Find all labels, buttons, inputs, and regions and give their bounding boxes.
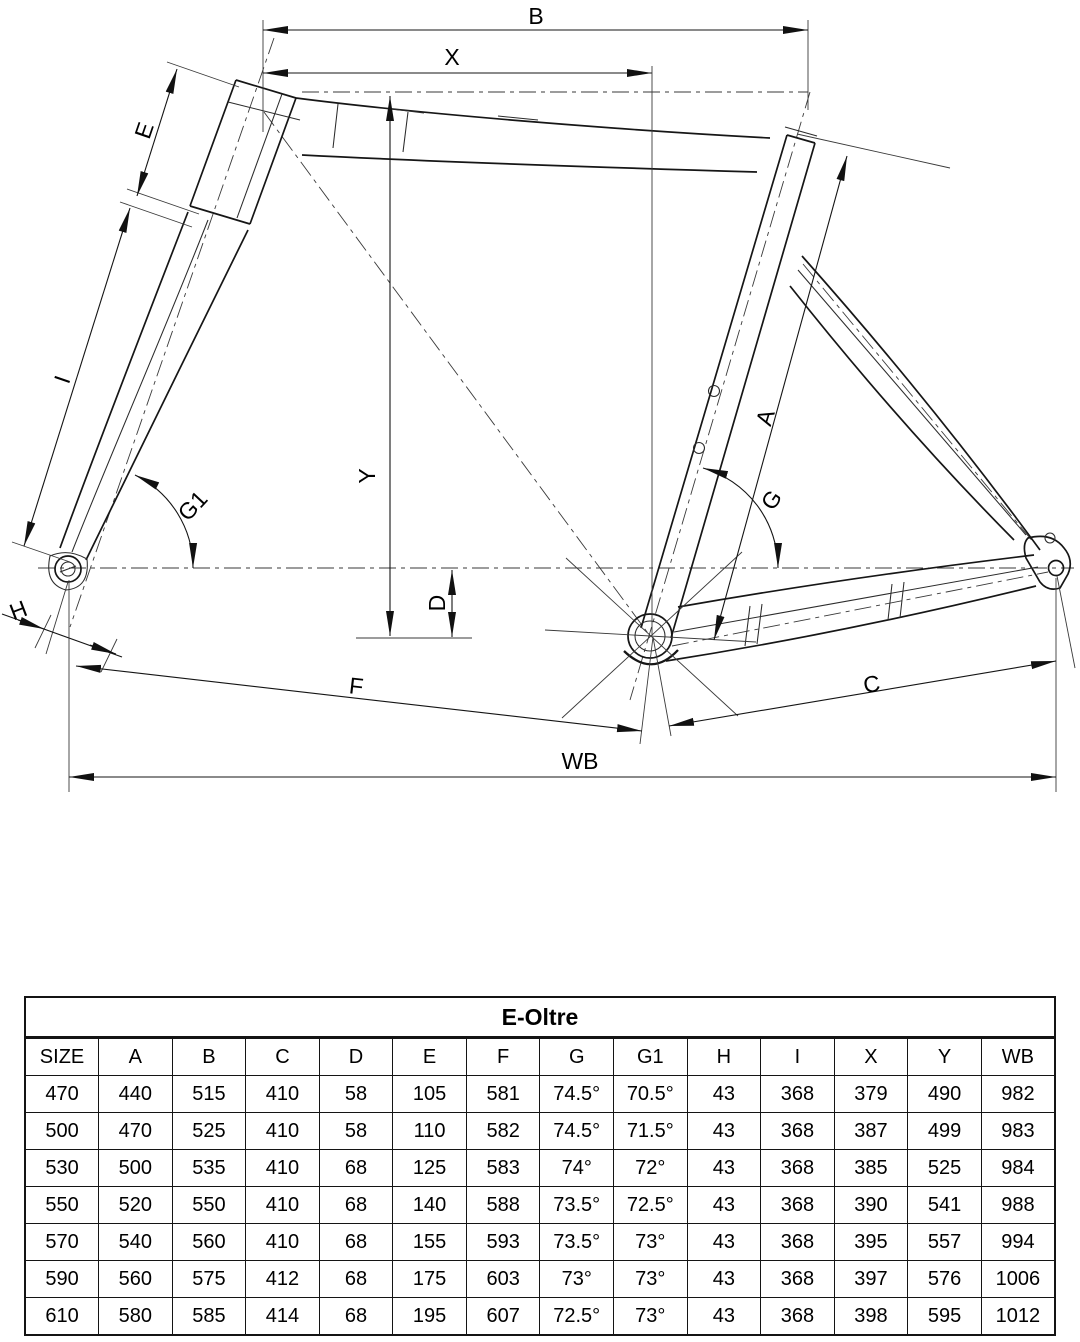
cell: 110 [393, 1113, 467, 1150]
cell: 68 [319, 1224, 393, 1261]
cell: 68 [319, 1187, 393, 1224]
cell: 395 [834, 1224, 908, 1261]
cell: 72.5° [540, 1298, 614, 1336]
seat-tube-axis [630, 92, 810, 700]
cell: 550 [25, 1187, 99, 1224]
dim-c-line [669, 661, 1056, 726]
cell: 983 [981, 1113, 1055, 1150]
dim-label-d: D [424, 594, 450, 612]
cell: 575 [172, 1261, 246, 1298]
table-title-row [25, 997, 1055, 1038]
cell: 583 [466, 1150, 540, 1187]
cell: 140 [393, 1187, 467, 1224]
cell: 73.5° [540, 1224, 614, 1261]
cell: 530 [25, 1150, 99, 1187]
column-header: F [466, 1038, 540, 1076]
top-tube-junction-ticks [333, 104, 408, 152]
cell: 68 [319, 1261, 393, 1298]
dim-a-line [714, 156, 847, 640]
cell: 581 [466, 1076, 540, 1113]
cell: 74.5° [540, 1076, 614, 1113]
cell: 570 [25, 1224, 99, 1261]
dim-label-y: Y [354, 468, 380, 484]
cell: 440 [99, 1076, 173, 1113]
dim-label-f: F [347, 672, 365, 700]
cell: 1006 [981, 1261, 1055, 1298]
steering-axis [70, 38, 274, 627]
column-header: E [393, 1038, 467, 1076]
cell: 73° [540, 1261, 614, 1298]
cell: 72° [614, 1150, 688, 1187]
column-header: G1 [614, 1038, 688, 1076]
dim-label-h: H [5, 595, 31, 626]
cell: 603 [466, 1261, 540, 1298]
cell: 412 [246, 1261, 320, 1298]
seatstay-inner-line [798, 270, 1026, 535]
dim-label-b: B [528, 3, 544, 29]
cell: 582 [466, 1113, 540, 1150]
cell: 43 [687, 1150, 761, 1187]
cell: 525 [908, 1150, 982, 1187]
cell: 994 [981, 1224, 1055, 1261]
column-header: B [172, 1038, 246, 1076]
geometry-table [24, 996, 1056, 1336]
cell: 515 [172, 1076, 246, 1113]
table-header-row [25, 1038, 1055, 1076]
cell: 71.5° [614, 1113, 688, 1150]
seatstay-axis [803, 264, 1034, 543]
cell: 1012 [981, 1298, 1055, 1336]
column-header: Y [908, 1038, 982, 1076]
fork-blade [60, 212, 248, 560]
cell: 43 [687, 1261, 761, 1298]
column-header: X [834, 1038, 908, 1076]
cell: 580 [99, 1298, 173, 1336]
cell: 560 [99, 1261, 173, 1298]
cell: 368 [761, 1150, 835, 1187]
dim-c-extension [1057, 576, 1075, 668]
headset-cap-line [228, 102, 300, 120]
column-header: WB [981, 1038, 1055, 1076]
dimensions [2, 3, 1075, 792]
cell: 390 [834, 1187, 908, 1224]
cell: 43 [687, 1298, 761, 1336]
cell: 525 [172, 1113, 246, 1150]
down-tube-axis [264, 112, 650, 636]
cell: 385 [834, 1150, 908, 1187]
cell: 43 [687, 1076, 761, 1113]
cell: 499 [908, 1113, 982, 1150]
cell: 43 [687, 1224, 761, 1261]
chainstay-axis [672, 572, 1048, 646]
cell: 58 [319, 1113, 393, 1150]
cell: 155 [393, 1224, 467, 1261]
cell: 984 [981, 1150, 1055, 1187]
dim-a-extension [797, 134, 950, 168]
cell: 43 [687, 1113, 761, 1150]
cell: 73° [614, 1261, 688, 1298]
cell: 982 [981, 1076, 1055, 1113]
dim-b-extensions [263, 20, 808, 132]
cell: 70.5° [614, 1076, 688, 1113]
centerlines [38, 38, 1074, 700]
dim-i-line [24, 208, 130, 546]
cell: 585 [172, 1298, 246, 1336]
cell: 988 [981, 1187, 1055, 1224]
cell: 414 [246, 1298, 320, 1336]
dim-h-extensions [35, 615, 117, 672]
bb-construction-star [545, 552, 756, 718]
table-title: E-Oltre [25, 997, 1055, 1038]
dim-label-g1: G1 [172, 485, 213, 526]
cell: 410 [246, 1113, 320, 1150]
cell: 560 [172, 1224, 246, 1261]
cell: 368 [761, 1113, 835, 1150]
table-row [25, 1150, 1055, 1187]
dim-label-i: I [48, 372, 76, 387]
below-bb-extensions [640, 637, 671, 744]
cell: 593 [466, 1224, 540, 1261]
dim-label-e: E [129, 118, 159, 142]
cell: 500 [25, 1113, 99, 1150]
cell: 470 [25, 1076, 99, 1113]
cell: 175 [393, 1261, 467, 1298]
cell: 125 [393, 1150, 467, 1187]
dim-label-wb: WB [561, 748, 599, 774]
cell: 398 [834, 1298, 908, 1336]
cell: 500 [99, 1150, 173, 1187]
bottle-boss [709, 386, 720, 397]
construction-lines [46, 552, 756, 744]
cell: 410 [246, 1150, 320, 1187]
cell: 58 [319, 1076, 393, 1113]
cell: 490 [908, 1076, 982, 1113]
cell: 607 [466, 1298, 540, 1336]
column-header: I [761, 1038, 835, 1076]
cell: 368 [761, 1076, 835, 1113]
column-header: SIZE [25, 1038, 99, 1076]
cell: 535 [172, 1150, 246, 1187]
dim-i-extensions [12, 202, 192, 562]
dim-label-a: A [750, 406, 780, 429]
cell: 73° [614, 1298, 688, 1336]
table-row [25, 1298, 1055, 1336]
front-hub-slot [60, 566, 76, 572]
cell: 43 [687, 1187, 761, 1224]
cell: 550 [172, 1187, 246, 1224]
cell: 72.5° [614, 1187, 688, 1224]
cell: 610 [25, 1298, 99, 1336]
cell: 470 [99, 1113, 173, 1150]
frame-outline [55, 80, 1070, 664]
column-header: C [246, 1038, 320, 1076]
seat-tube [641, 135, 815, 638]
cell: 68 [319, 1298, 393, 1336]
cell: 368 [761, 1187, 835, 1224]
cell: 379 [834, 1076, 908, 1113]
cell: 540 [99, 1224, 173, 1261]
dim-label-g: G [755, 485, 788, 515]
cell: 541 [908, 1187, 982, 1224]
table-row [25, 1224, 1055, 1261]
cell: 74° [540, 1150, 614, 1187]
cell: 410 [246, 1224, 320, 1261]
cell: 73.5° [540, 1187, 614, 1224]
cell: 68 [319, 1150, 393, 1187]
cell: 410 [246, 1187, 320, 1224]
cell: 397 [834, 1261, 908, 1298]
column-header: G [540, 1038, 614, 1076]
table-row [25, 1113, 1055, 1150]
seat-stays [790, 256, 1040, 550]
table-row [25, 1261, 1055, 1298]
dim-label-x: X [444, 44, 460, 70]
cell: 557 [908, 1224, 982, 1261]
cell: 74.5° [540, 1113, 614, 1150]
dim-g1-arc [135, 475, 193, 568]
cell: 520 [99, 1187, 173, 1224]
column-header: A [99, 1038, 173, 1076]
cell: 588 [466, 1187, 540, 1224]
cell: 387 [834, 1113, 908, 1150]
table-row [25, 1187, 1055, 1224]
dim-label-c: C [861, 669, 883, 699]
table-row [25, 1076, 1055, 1113]
cell: 368 [761, 1298, 835, 1336]
column-header: D [319, 1038, 393, 1076]
top-tube [296, 98, 770, 172]
cell: 368 [761, 1224, 835, 1261]
cell: 195 [393, 1298, 467, 1336]
cell: 368 [761, 1261, 835, 1298]
cell: 105 [393, 1076, 467, 1113]
cell: 576 [908, 1261, 982, 1298]
column-header: H [687, 1038, 761, 1076]
cell: 590 [25, 1261, 99, 1298]
rear-dropout [1024, 536, 1070, 589]
cell: 595 [908, 1298, 982, 1336]
cell: 410 [246, 1076, 320, 1113]
cell: 73° [614, 1224, 688, 1261]
